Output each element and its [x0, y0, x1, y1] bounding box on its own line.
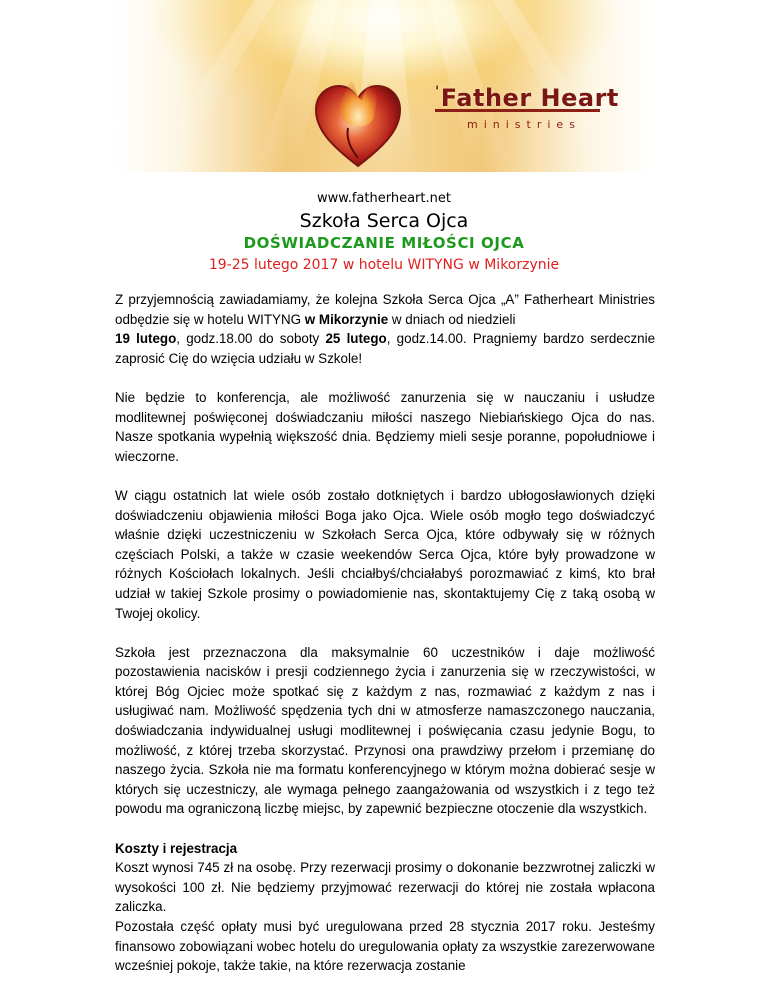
logo-title: 'Father Heart [435, 84, 619, 112]
intro-end-date: 25 lutego [325, 331, 387, 347]
intro-text-4: , godz.14.00. Pragniemy bardzo serdecznie zaprosić Cię do wzięcia udziału w Szkole! [115, 331, 656, 366]
intro-text-3: , godz.18.00 do soboty [176, 331, 326, 347]
logo-subtitle: ministries [467, 118, 581, 131]
school-title: Szkoła Serca Ojca [299, 210, 469, 232]
intro-start-date: 19 lutego [115, 331, 177, 347]
website-url: www.fatherheart.net [317, 191, 451, 206]
intro-location: w Mikorzynie [304, 311, 389, 327]
logo-wordmark [435, 84, 635, 144]
event-subtitle: DOŚWIADCZANIE MIŁOŚCI OJCA [243, 234, 525, 252]
document-body [115, 290, 655, 976]
header-banner [115, 0, 653, 172]
paragraph-testimony: W ciągu ostatnich lat wiele osób zostało dotkniętych i bardzo ubłogosławionych dzięki doświadczeniu objawienia miłości Boga jako Ojca. Wiele osób mogło tego doświadczyć właśnie dzięki uczestniczeniu w Szkołach Serca Ojca, które odbywały się w różnych częściach Polski, a także w czasie weekendów Serca Ojca, które były prowadzone w różnych Kościołach lokalnych. Jeśli chciałbyś/chciałabyś porozmawiać z kimś, kto brał udział w takiej Szkole prosimy o powiadomienie nas, skontaktujemy Cię z taką osobą w Twojej okolicy. [115, 487, 655, 621]
paragraph-participants: Szkoła jest przeznaczona dla maksymalnie 60 uczestników i daje możliwość pozostawienia nacisków i presji codziennego życia i zanurzenia się w rzeczywistości, w której Bóg Ojciec może spotkać się z każdym z nas, rozmawiać z każdym z nas i usługiwać nam. Możliwość spędzenia tych dni w atmosferze namaszczonego nauczania, doświadczania indywidualnej usługi modlitewnej i poświęcania czasu jedynie Bogu, to możliwość, z której trzeba skorzystać. Przynosi ona prawdziwy przełom i przemianę do naszego życia. Szkoła nie ma formatu konferencyjnego w którym można dobierać sesje w których się uczestniczy, ale wymaga pełnego zaangażowania od wszystkich i z tego też powodu ma ograniczoną liczbę miejsc, by zapewnić bezpieczne otoczenie dla wszystkich. [115, 644, 655, 817]
paragraph-costs: Koszt wynosi 745 zł na osobę. Przy rezerwacji prosimy o dokonanie bezzwrotnej zaliczki w wysokości 100 zł. Nie będziemy przyjmować rezerwacji do której nie została wpłacona zaliczka. [115, 860, 655, 915]
intro-paragraph [115, 290, 655, 368]
costs-heading: Koszty i rejestracja [115, 840, 238, 856]
flaming-heart-icon [310, 68, 406, 170]
paragraph-format: Nie będzie to konferencja, ale możliwość zanurzenia się w nauczaniu i usłudze modlitewnej poświęconej doświadczaniu miłości naszego Niebiańskiego Ojca do nas. Nasze spotkania wypełnią większość dnia. Będziemy mieli sesje poranne, popołudniowe i wieczorne. [115, 389, 655, 464]
event-dates: 19-25 lutego 2017 w hotelu WITYNG w Mikorzynie [208, 257, 560, 273]
paragraph-payment: Pozostała część opłaty musi być uregulowana przed 28 stycznia 2017 roku. Jesteśmy finansowo zobowiązani wobec hotelu do uregulowania opłaty za wszystkie zarezerwowane wcześniej pokoje, także takie, na które rezerwacja zostanie [115, 919, 655, 974]
intro-text-1: Z przyjemnością zawiadamiamy, że kolejna Szkoła Serca Ojca „A” Fatherheart Ministries odbędzie się w hotelu WITYNG [115, 292, 655, 327]
intro-text-2: w dniach od niedzieli [388, 311, 516, 327]
